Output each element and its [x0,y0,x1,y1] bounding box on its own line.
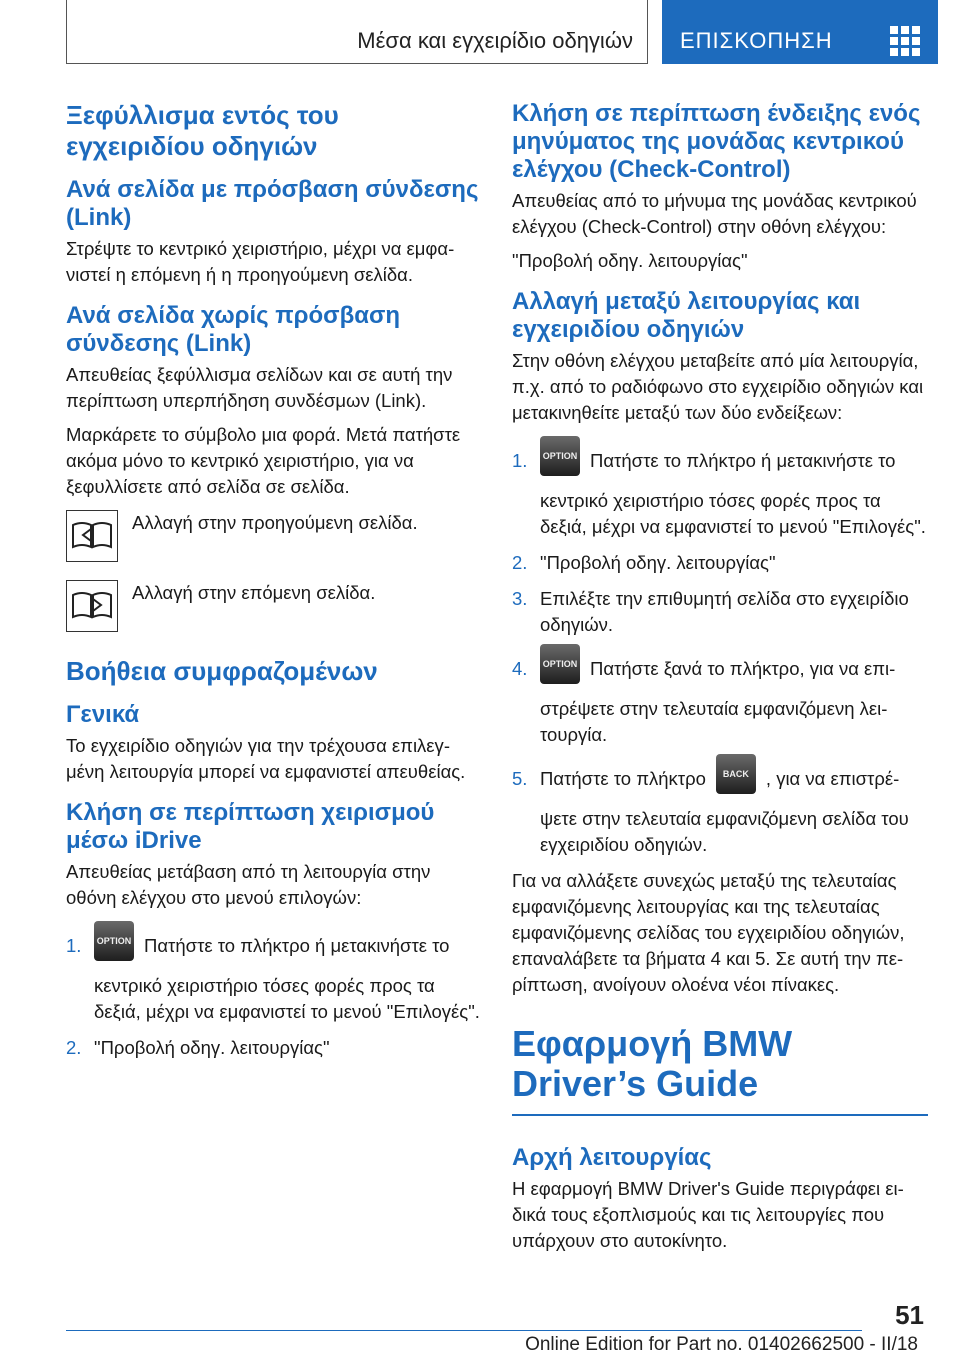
option-button-icon[interactable]: OPTION [540,436,580,476]
header-box [66,0,648,64]
right-column [512,100,928,1268]
icon-description: Αλλαγή στην επόμενη σελίδα. [132,582,376,603]
paragraph: "Προβολή οδηγ. λειτουργίας" [512,250,748,271]
section-title: Ξεφύλλισμα εντός του εγχειριδίου οδηγιών [66,100,339,161]
book-prev-icon[interactable] [66,510,118,562]
list-item: 2. "Προβολή οδηγ. λειτουργίας" [66,1037,330,1058]
subsection-title: Αρχή λειτουργίας [512,1144,712,1171]
grid-icon [890,26,920,56]
list-item: 4. OPTION Πατήστε ξανά το πλήκτρο, για να επιστρέψετε στην τελευταία εμφανιζόμενη λειτουργία. [512,656,928,748]
list-item: 1. OPTION Πατήστε το πλήκτρο ή μετακινήστε το κεντρικό χειριστήριο τόσες φορές προς τα δεξιά, μέχρι να εμφανιστεί το μενού "Επιλογές". [66,933,482,1025]
footer-edition: Online Edition for Part no. 01402662500 - II/18 [525,1334,918,1355]
paragraph: Στρέψτε το κεντρικό χειριστήριο, μέχρι να εμφανιστεί η επόμενη ή η προηγούμενη σελίδα. [66,238,455,285]
paragraph: Μαρκάρετε το σύμβολο μια φορά. Μετά πατήστε ακόμα μόνο το κεντρικό χειριστήριο, για να ξεφυλλίσετε από σελίδα σε σελίδα. [66,424,461,497]
subsection-title: Ανά σελίδα χωρίς πρόσβαση σύνδεσης (Link) [66,302,401,357]
paragraph: Απευθείας από το μήνυμα της μονάδας κεντρικού ελέγχου (Check-Control) στην οθόνη ελέγχου: [512,190,917,237]
subsection-title: Κλήση σε περίπτωση ένδειξης ενός μηνύματος της μονάδας κεντρικού ελέγχου (Check-Control) [512,100,921,183]
header-title: Μέσα και εγχειρίδιο οδηγιών [357,28,633,53]
subsection-title: Αλλαγή μεταξύ λειτουργίας και εγχειριδίου οδηγιών [512,288,861,343]
book-next-icon[interactable] [66,580,118,632]
list-item: 5. Πατήστε το πλήκτρο BACK , για να επιστρέψετε στην τελευταία εμφανιζόμενη σελίδα του εγχειριδίου οδηγιών. [512,766,928,858]
chapter-title: Εφαρμογή BMW Driver’s Guide [512,1023,793,1104]
section-title: Βοήθεια συμφραζομένων [66,656,378,686]
subsection-title: Κλήση σε περίπτωση χειρισμού μέσω iDrive [66,799,435,854]
chapter-rule [512,1114,928,1116]
subsection-title: Ανά σελίδα με πρόσβαση σύνδεσης (Link) [66,176,479,231]
list-item: 2. "Προβολή οδηγ. λειτουργίας" [512,552,776,573]
header-tab-label: ΕΠΙΣΚΟΠΗΣΗ [680,28,833,53]
paragraph: Στην οθόνη ελέγχου μεταβείτε από μία λειτουργία, π.χ. από το ραδιόφωνο στο εγχειρίδιο οδηγιών και μετακινηθείτε μεταξύ των δύο ενδείξεων: [512,350,924,423]
list-item: 3. Επιλέξτε την επιθυμητή σελίδα στο εγχειρίδιο οδηγιών. [512,588,909,635]
icon-description: Αλλαγή στην προηγούμενη σελίδα. [132,512,418,533]
page-number: 51 [895,1300,924,1330]
paragraph: Απευθείας μετάβαση από τη λειτουργία στην οθόνη ελέγχου στο μενού επιλογών: [66,861,431,908]
paragraph: Η εφαρμογή BMW Driver's Guide περιγράφει ειδικά τους εξοπλισμούς και τις λειτουργίες που υπάρχουν στο αυτοκίνητο. [512,1178,904,1251]
back-button-icon[interactable]: BACK [716,754,756,794]
header-tab[interactable] [662,0,938,64]
list-item: 1. OPTION Πατήστε το πλήκτρο ή μετακινήστε το κεντρικό χειριστήριο τόσες φορές προς τα δεξιά, μέχρι να εμφανιστεί το μενού "Επιλογές". [512,448,928,540]
footer-rule [66,1330,862,1331]
option-button-icon[interactable]: OPTION [94,921,134,961]
paragraph: Απευθείας ξεφύλλισμα σελίδων και σε αυτή την περίπτωση υπερπήδηση συνδέσμων (Link). [66,364,453,411]
paragraph: Για να αλλάξετε συνεχώς μεταξύ της τελευταίας εμφανιζόμενης λειτουργίας και της τελευταίας εμφανιζόμενης σελίδας του εγχειριδίου οδηγιών, επαναλάβετε τα βήματα 4 και 5. Σε αυτή την περίπτωση, ανοίγουν ολοένα νέοι πίνακες. [512,870,905,995]
left-column [66,100,482,1075]
subsection-title: Γενικά [66,701,140,728]
option-button-icon[interactable]: OPTION [540,644,580,684]
paragraph: Το εγχειρίδιο οδηγιών για την τρέχουσα επιλεγμένη λειτουργία μπορεί να εμφανιστεί απευθείας. [66,735,466,782]
